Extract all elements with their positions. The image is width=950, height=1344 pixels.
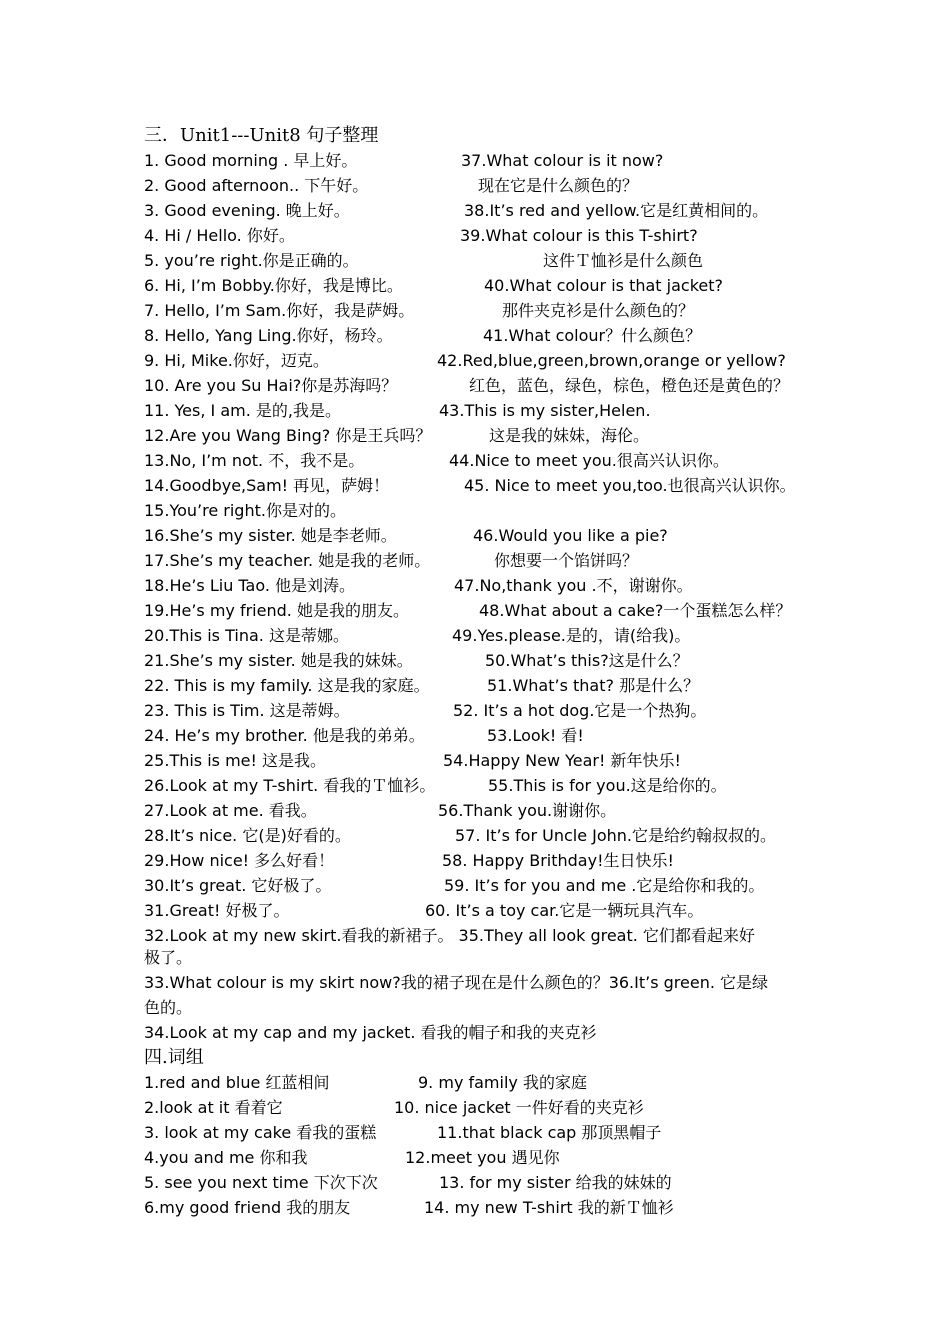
sentence-row [0, 724, 950, 748]
phrase-right: 10. nice jacket 一件好看的夹克衫 [394, 1098, 644, 1117]
sentence-row [0, 299, 950, 323]
sentence-right: 52. It’s a hot dog.它是一个热狗。 [453, 701, 707, 720]
sentence-right: 54.Happy New Year! 新年快乐! [443, 751, 681, 770]
sentence-right: 42.Red,blue,green,brown,orange or yellow? [437, 351, 786, 370]
phrase-row [0, 1121, 950, 1145]
sentence-row [0, 649, 950, 673]
sentence-right: 44.Nice to meet you.很高兴认识你。 [449, 451, 729, 470]
phrase-left: 5. see you next time 下次下次 [144, 1173, 378, 1192]
sentence-row [0, 424, 950, 448]
sentence-row [0, 499, 950, 523]
sentence-right: 60. It’s a toy car.它是一辆玩具汽车。 [425, 901, 704, 920]
sentence-left: 17.She’s my teacher. 她是我的老师。 [144, 551, 431, 570]
sentence-right: 51.What’s that? 那是什么？ [487, 676, 700, 695]
section-3-heading [0, 124, 950, 148]
phrase-right: 12.meet you 遇见你 [405, 1148, 560, 1167]
sentence-right: 47.No,thank you .不，谢谢你。 [454, 576, 693, 595]
sentence-row [0, 549, 950, 573]
sentence-left: 30.It’s great. 它好极了。 [144, 876, 332, 895]
sentence-left: 31.Great! 好极了。 [144, 901, 290, 920]
long-line-text: 33.What colour is my skirt now?我的裙子现在是什么颜色的？36.It’s green. 它是绿 [144, 973, 769, 992]
sentence-left: 3. Good evening. 晚上好。 [144, 201, 350, 220]
sentence-left: 29.How nice! 多么好看！ [144, 851, 335, 870]
sentence-left: 26.Look at my T-shirt. 看我的Ｔ恤衫。 [144, 776, 436, 795]
sentence-left: 14.Goodbye,Sam! 再见，萨姆！ [144, 476, 390, 495]
sentence-right: 50.What’s this?这是什么？ [485, 651, 689, 670]
sentence-row [0, 849, 950, 873]
sentence-right: 红色，蓝色，绿色，棕色，橙色还是黄色的？ [469, 376, 790, 395]
sentence-row [0, 524, 950, 548]
sentence-left: 8. Hello, Yang Ling.你好，杨玲。 [144, 326, 393, 345]
long-line [0, 924, 950, 948]
long-line [0, 1021, 950, 1045]
sentence-left: 22. This is my family. 这是我的家庭。 [144, 676, 430, 695]
sentence-row [0, 374, 950, 398]
sentence-left: 9. Hi, Mike.你好，迈克。 [144, 351, 329, 370]
sentence-right: 53.Look! 看! [487, 726, 584, 745]
sentence-row [0, 624, 950, 648]
phrase-right: 14. my new T-shirt 我的新Ｔ恤衫 [424, 1198, 674, 1217]
sentence-left: 2. Good afternoon.. 下午好。 [144, 176, 369, 195]
phrase-left: 6.my good friend 我的朋友 [144, 1198, 351, 1217]
sentence-left: 5. you’re right.你是正确的。 [144, 251, 359, 270]
sentence-right: 55.This is for you.这是给你的。 [488, 776, 727, 795]
sentence-right: 59. It’s for you and me .它是给你和我的。 [444, 876, 765, 895]
long-line [0, 996, 950, 1020]
sentence-right: 你想要一个馅饼吗？ [494, 551, 639, 570]
sentence-left: 10. Are you Su Hai?你是苏海吗？ [144, 376, 398, 395]
sentence-left: 21.She’s my sister. 她是我的妹妹。 [144, 651, 413, 670]
sentence-right: 现在它是什么颜色的？ [478, 176, 639, 195]
sentence-left: 6. Hi, I’m Bobby.你好，我是博比。 [144, 276, 403, 295]
sentence-left: 27.Look at me. 看我。 [144, 801, 317, 820]
sentence-row [0, 474, 950, 498]
sentence-left: 16.She’s my sister. 她是李老师。 [144, 526, 397, 545]
sentence-row [0, 399, 950, 423]
sentence-row [0, 449, 950, 473]
sentence-right: 49.Yes.please.是的，请(给我)。 [452, 626, 691, 645]
long-line-text: 34.Look at my cap and my jacket. 看我的帽子和我的夹克衫 [144, 1023, 597, 1042]
sentence-left: 11. Yes, I am. 是的,我是。 [144, 401, 341, 420]
sentence-row [0, 674, 950, 698]
phrase-left: 1.red and blue 红蓝相间 [144, 1073, 330, 1092]
phrase-row [0, 1071, 950, 1095]
sentence-row [0, 324, 950, 348]
sentence-row [0, 699, 950, 723]
phrase-row [0, 1096, 950, 1120]
phrase-left: 4.you and me 你和我 [144, 1148, 308, 1167]
phrase-row [0, 1171, 950, 1195]
sentence-left: 20.This is Tina. 这是蒂娜。 [144, 626, 349, 645]
long-line-text: 色的。 [144, 998, 193, 1017]
sentence-right: 这件Ｔ恤衫是什么颜色 [543, 251, 704, 270]
sentence-left: 13.No, I’m not. 不，我不是。 [144, 451, 365, 470]
sentence-right: 40.What colour is that jacket? [484, 276, 723, 295]
sentence-row [0, 799, 950, 823]
sentence-right: 48.What about a cake?一个蛋糕怎么样？ [479, 601, 792, 620]
sentence-row [0, 349, 950, 373]
phrase-left: 2.look at it 看着它 [144, 1098, 283, 1117]
sentence-left: 23. This is Tim. 这是蒂姆。 [144, 701, 350, 720]
sentence-row [0, 574, 950, 598]
sentence-right: 43.This is my sister,Helen. [439, 401, 651, 420]
phrase-right: 13. for my sister 给我的妹妹的 [439, 1173, 672, 1192]
sentence-left: 19.He’s my friend. 她是我的朋友。 [144, 601, 409, 620]
long-line-text: 极了。 [144, 948, 193, 967]
sentence-row [0, 824, 950, 848]
sentence-left: 1. Good morning . 早上好。 [144, 151, 358, 170]
sentence-row [0, 199, 950, 223]
sentence-left: 24. He’s my brother. 他是我的弟弟。 [144, 726, 425, 745]
section-4-heading [0, 1046, 950, 1070]
sentence-left: 15.You’re right.你是对的。 [144, 501, 346, 520]
sentence-right: 58. Happy Brithday!生日快乐! [442, 851, 674, 870]
sentence-right: 41.What colour？什么颜色？ [483, 326, 702, 345]
sentence-right: 46.Would you like a pie? [473, 526, 668, 545]
sentence-right: 39.What colour is this T-shirt? [460, 226, 698, 245]
sentence-left: 18.He’s Liu Tao. 他是刘涛。 [144, 576, 356, 595]
long-line [0, 971, 950, 995]
sentence-left: 25.This is me! 这是我。 [144, 751, 327, 770]
phrase-left: 3. look at my cake 看我的蛋糕 [144, 1123, 377, 1142]
sentence-right: 这是我的妹妹，海伦。 [489, 426, 650, 445]
sentence-left: 12.Are you Wang Bing? 你是王兵吗？ [144, 426, 432, 445]
phrase-right: 9. my family 我的家庭 [418, 1073, 587, 1092]
sentence-left: 7. Hello, I’m Sam.你好，我是萨姆。 [144, 301, 415, 320]
long-line [0, 946, 950, 970]
sentence-right: 那件夹克衫是什么颜色的？ [502, 301, 695, 320]
sentence-row [0, 599, 950, 623]
phrase-right: 11.that black cap 那顶黑帽子 [437, 1123, 662, 1142]
sentence-row [0, 899, 950, 923]
sentence-right: 37.What colour is it now? [461, 151, 664, 170]
sentence-row [0, 774, 950, 798]
sentence-row [0, 224, 950, 248]
sentence-row [0, 174, 950, 198]
sentence-row [0, 249, 950, 273]
section-3-title: 三．Unit1---Unit8 句子整理 [144, 125, 379, 146]
sentence-right: 57. It’s for Uncle John.它是给约翰叔叔的。 [455, 826, 777, 845]
sentence-row [0, 149, 950, 173]
phrase-row [0, 1146, 950, 1170]
section-4-title: 四.词组 [144, 1047, 204, 1068]
sentence-right: 38.It’s red and yellow.它是红黄相间的。 [464, 201, 769, 220]
sentence-right: 45. Nice to meet you,too.也很高兴认识你。 [464, 476, 796, 495]
sentence-left: 28.It’s nice. 它(是)好看的。 [144, 826, 351, 845]
sentence-row [0, 749, 950, 773]
sentence-row [0, 874, 950, 898]
sentence-left: 4. Hi / Hello. 你好。 [144, 226, 295, 245]
sentence-right: 56.Thank you.谢谢你。 [438, 801, 617, 820]
long-line-text: 32.Look at my new skirt.看我的新裙子。 35.They all look great. 它们都看起来好 [144, 926, 755, 945]
sentence-row [0, 274, 950, 298]
phrase-row [0, 1196, 950, 1220]
